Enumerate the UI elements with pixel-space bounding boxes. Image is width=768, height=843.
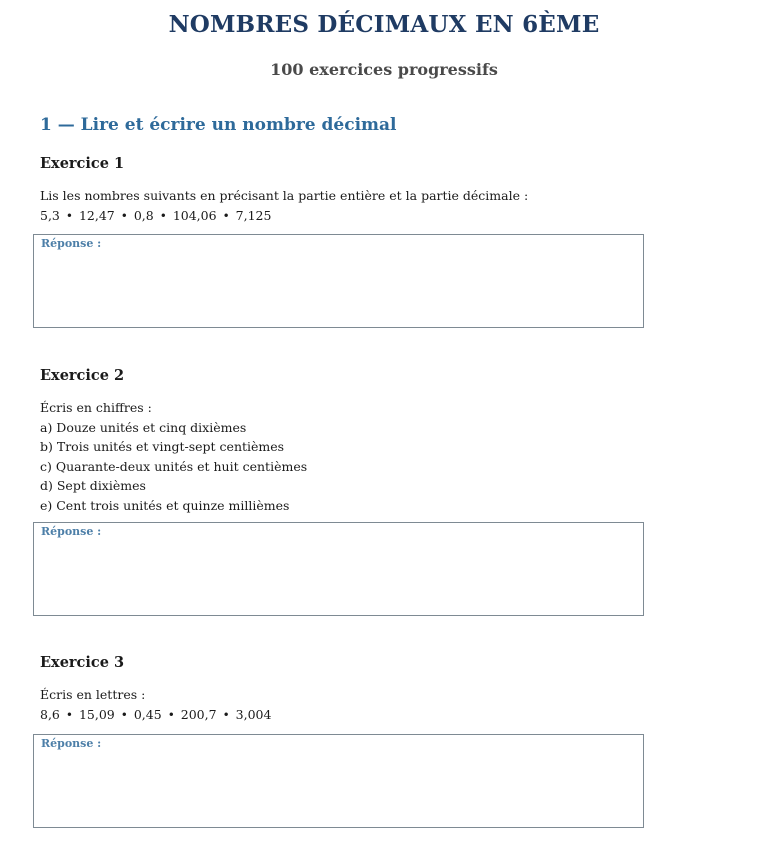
exercise-heading: Exercice 1 [40, 155, 125, 172]
number-item: 104,06 [172, 207, 217, 223]
exercise-3 [40, 654, 650, 725]
number-item: 7,125 [235, 207, 272, 223]
bullet-separator: • [65, 707, 73, 722]
document-subtitle: 100 exercices progressifs [270, 60, 498, 79]
answer-box-2[interactable] [33, 522, 644, 616]
bullet-separator: • [159, 208, 167, 223]
number-item: 5,3 [40, 207, 60, 223]
answer-box-1[interactable] [33, 234, 644, 328]
exercise-item: d) Sept dixièmes [40, 478, 146, 493]
exercise-heading: Exercice 3 [40, 654, 125, 671]
exercise-1 [40, 155, 650, 226]
number-item: 0,45 [133, 706, 162, 722]
number-list [40, 206, 650, 227]
exercise-item: e) Cent trois unités et quinze millièmes [40, 497, 290, 513]
exercise-instruction: Écris en chiffres : [40, 400, 152, 415]
exercise-heading: Exercice 2 [40, 367, 125, 384]
number-item: 12,47 [78, 207, 115, 223]
exercise-instruction: Écris en lettres : [40, 687, 146, 702]
number-list [40, 705, 650, 726]
number-item: 15,09 [78, 706, 115, 722]
exercise-item: a) Douze unités et cinq dixièmes [40, 419, 247, 435]
answer-label: Réponse : [41, 737, 102, 750]
answer-label: Réponse : [41, 237, 102, 250]
exercise-item: c) Quarante-deux unités et huit centièmes [40, 458, 308, 474]
bullet-separator: • [120, 707, 128, 722]
bullet-separator: • [65, 208, 73, 223]
answer-box-3[interactable] [33, 734, 644, 828]
number-item: 8,6 [40, 706, 60, 722]
document-title: NOMBRES DÉCIMAUX EN 6ÈME [168, 11, 600, 38]
exercise-item: b) Trois unités et vingt-sept centièmes [40, 439, 285, 454]
bullet-separator: • [222, 707, 230, 722]
section-title: 1 — Lire et écrire un nombre décimal [40, 115, 397, 135]
number-item: 200,7 [180, 706, 217, 722]
bullet-separator: • [167, 707, 175, 722]
answer-label: Réponse : [41, 525, 102, 538]
bullet-separator: • [120, 208, 128, 223]
exercise-instruction: Lis les nombres suivants en précisant la partie entière et la partie décimale : [40, 188, 529, 203]
number-item: 3,004 [235, 706, 272, 722]
bullet-separator: • [222, 208, 230, 223]
exercise-2 [40, 367, 650, 515]
number-item: 0,8 [133, 207, 154, 223]
